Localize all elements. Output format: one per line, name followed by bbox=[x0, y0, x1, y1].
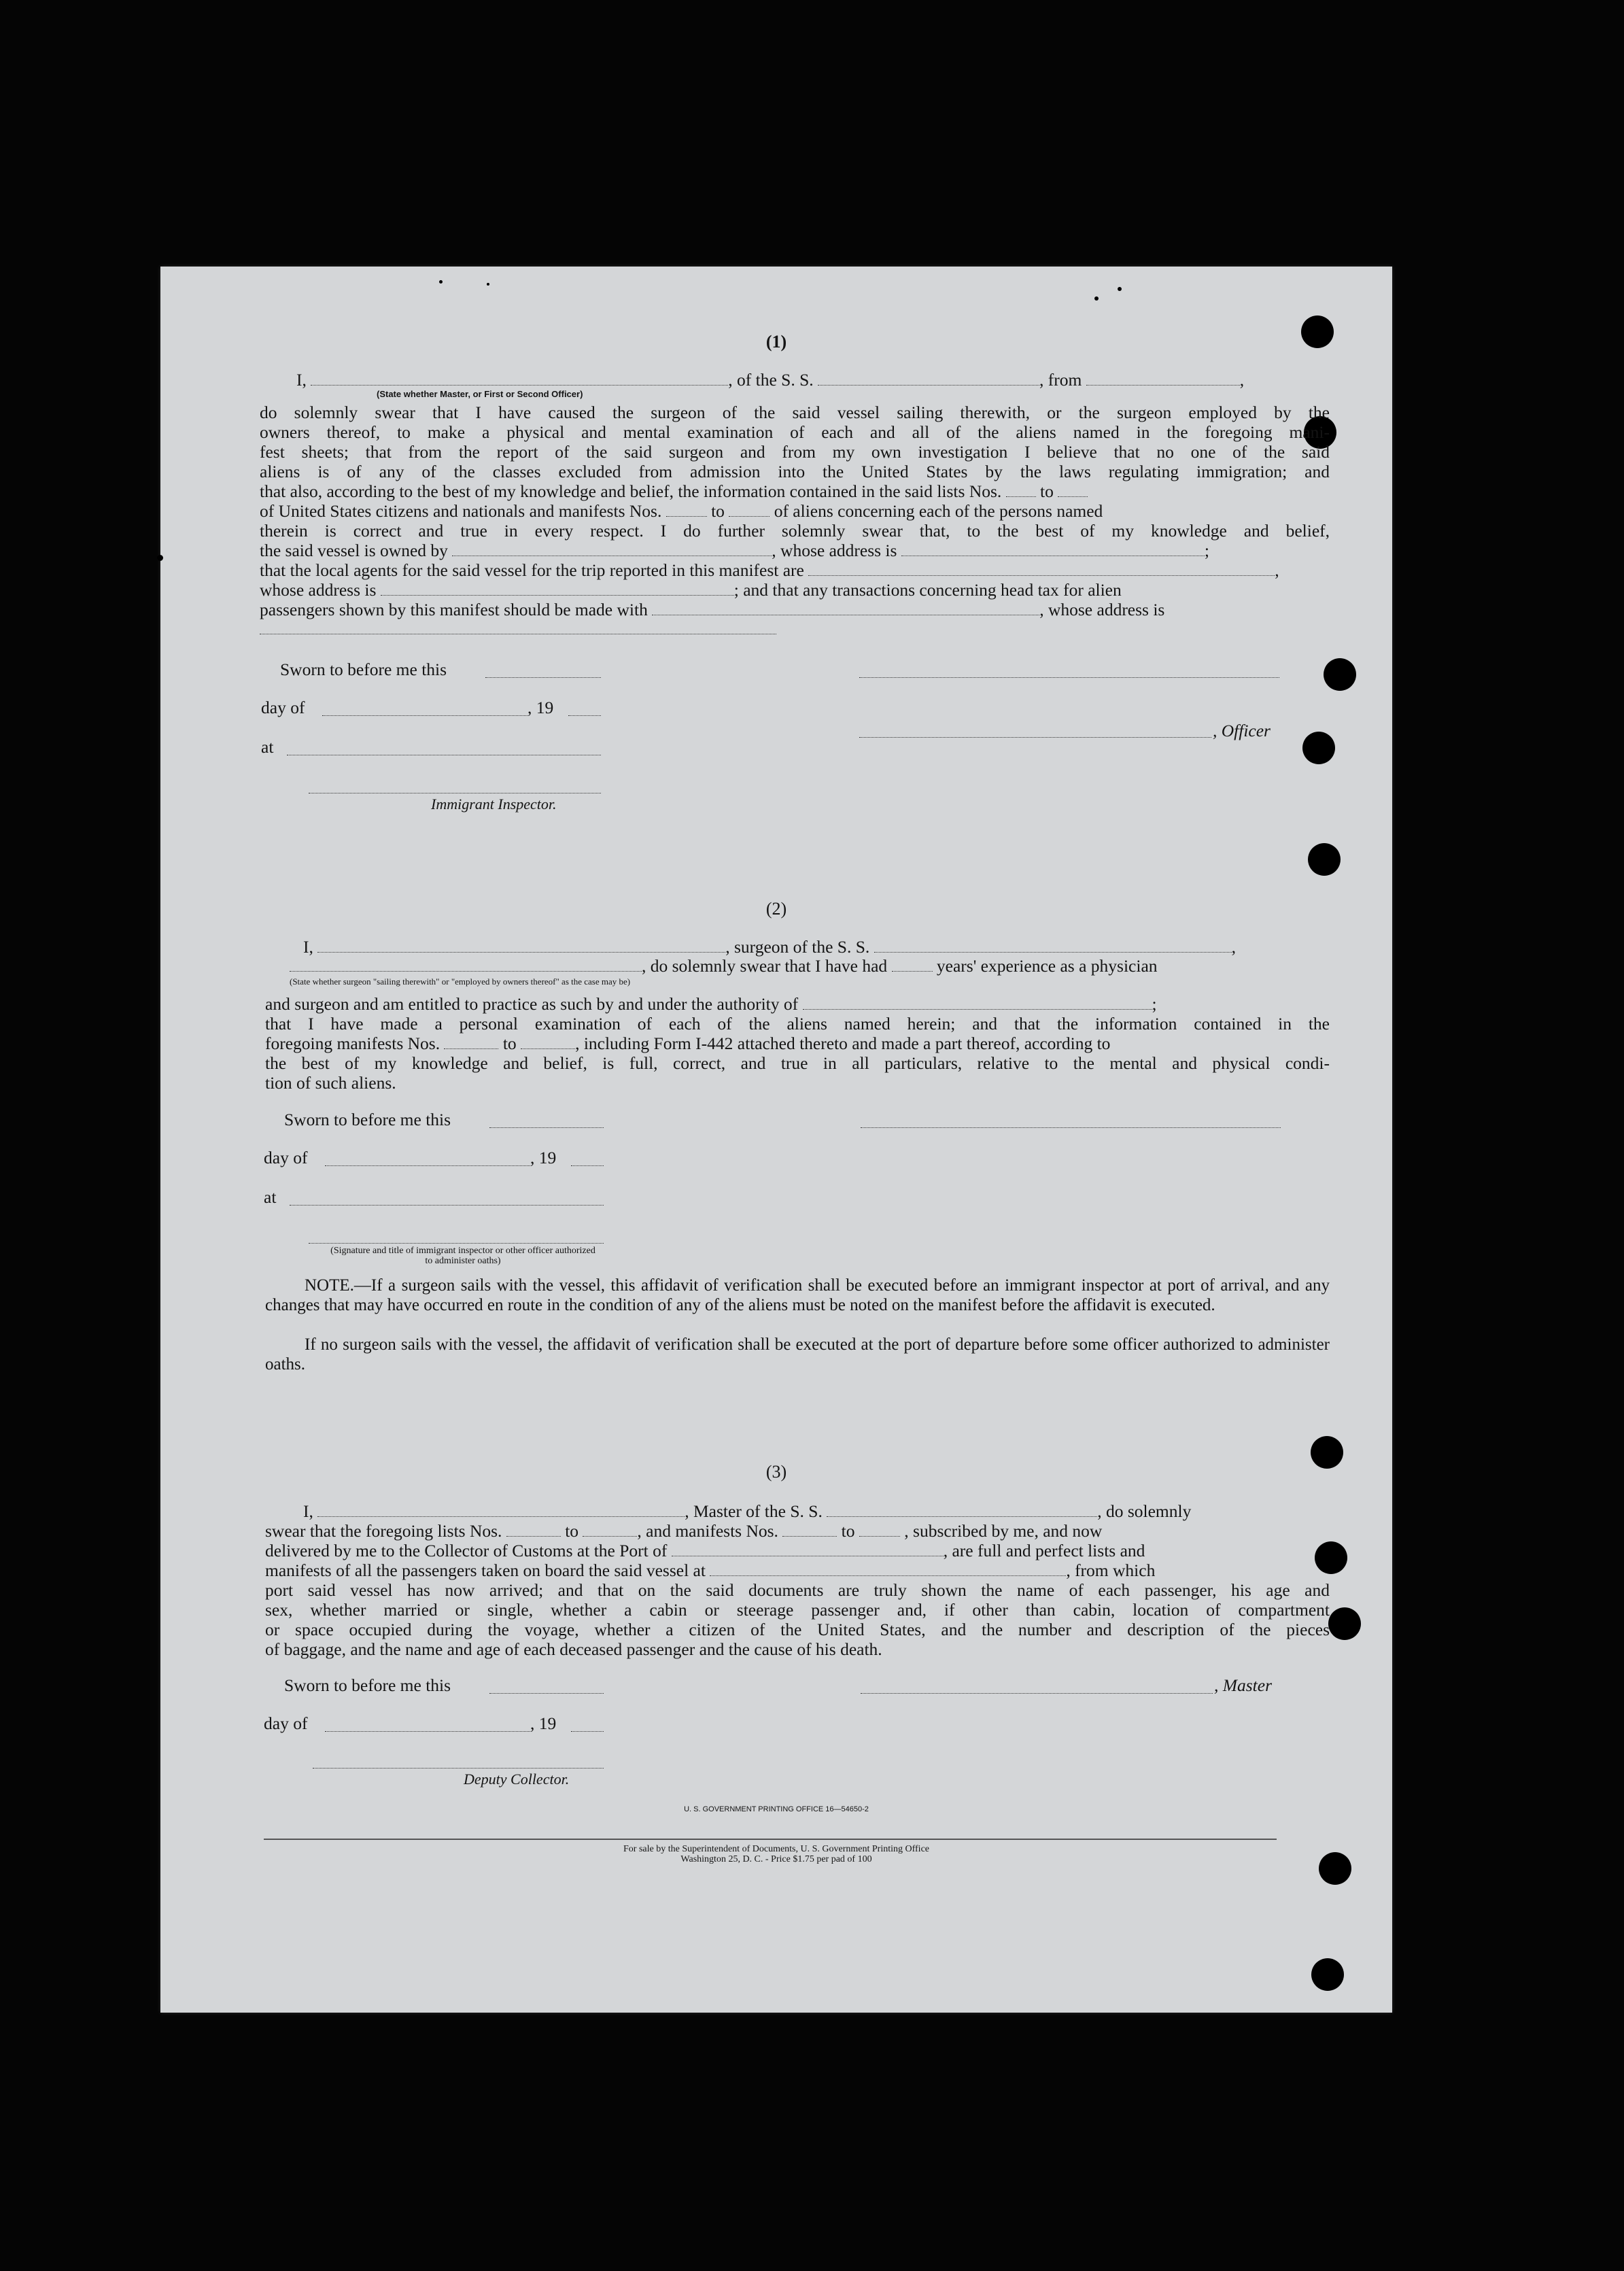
punch-hole bbox=[1311, 1958, 1344, 1991]
sec3-sworn-line bbox=[489, 1693, 604, 1694]
sec1-body-5: that also, according to the best of my knowledge and belief, the information contained in the said lists Nos. to bbox=[260, 481, 1088, 501]
sec3-year: , 19 bbox=[530, 1713, 557, 1733]
punch-hole bbox=[1308, 843, 1341, 876]
ink-speck bbox=[157, 555, 163, 561]
sec1-at: at bbox=[261, 737, 274, 757]
sec2-inspector-line bbox=[309, 1243, 604, 1244]
sec1-officer-label: , Officer bbox=[1213, 721, 1271, 740]
section-1-heading: (1) bbox=[765, 332, 787, 352]
sec2-body-3: foregoing manifests Nos. to , including Form I-442 attached thereto and made a part thereof, according to bbox=[265, 1034, 1111, 1053]
sec2-at: at bbox=[264, 1187, 277, 1207]
printing-office-imprint: U. S. GOVERNMENT PRINTING OFFICE 16—54650-2 bbox=[684, 1805, 869, 1813]
sec3-line-1: I, , Master of the S. S. , do solemnly bbox=[303, 1501, 1192, 1521]
sec2-signature-caption: (Signature and title of immigrant inspector or other officer authorized to administer oaths) bbox=[330, 1246, 595, 1266]
sec3-line-4: manifests of all the passengers taken on board the said vessel at , from which bbox=[265, 1560, 1156, 1580]
sec1-body-4: aliens is of any of the classes excluded from admission into the United States by the laws regulating immigration; and bbox=[260, 462, 1330, 481]
sec1-sworn: Sworn to before me this bbox=[280, 660, 447, 679]
section-3-heading: (3) bbox=[765, 1462, 787, 1482]
sec3-line-6: sex, whether married or single, whether a cabin or steerage passenger and, if other than cabin, location of compartment bbox=[265, 1600, 1330, 1620]
sec3-sworn: Sworn to before me this bbox=[284, 1675, 451, 1695]
sec1-body-6: of United States citizens and nationals and manifests Nos. to of aliens concerning each of the persons named bbox=[260, 501, 1103, 521]
sec3-deputy-label: Deputy Collector. bbox=[464, 1771, 570, 1788]
sec3-year-line bbox=[571, 1731, 604, 1732]
form-page bbox=[160, 267, 1392, 2013]
sec3-master-label: , Master bbox=[1214, 1675, 1272, 1695]
sec2-note-1: NOTE.—If a surgeon sails with the vessel, this affidavit of verification shall be executed before an immigrant inspector at port of arrival, and any changes that may have occurred en route in the condition of any of the aliens must be noted on the manifest before the affidavit is executed. bbox=[265, 1276, 1330, 1314]
sec3-line-7: or space occupied during the voyage, whether a citizen of the United States, and the number and description of the pieces bbox=[265, 1620, 1330, 1639]
sec2-signature-line bbox=[861, 1127, 1281, 1128]
sec1-inspector-label: Immigrant Inspector. bbox=[431, 796, 557, 813]
sec2-body-5: tion of such aliens. bbox=[265, 1073, 396, 1093]
sec3-day-line bbox=[325, 1731, 530, 1732]
punch-hole bbox=[1302, 732, 1335, 764]
sale-notice-2: Washington 25, D. C. - Price $1.75 per pad of 100 bbox=[680, 1854, 872, 1864]
sec2-line-1: I, , surgeon of the S. S. , bbox=[303, 937, 1237, 957]
sec1-body-9: that the local agents for the said vessel for the trip reported in this manifest are , bbox=[260, 560, 1279, 580]
sec2-line-2: , do solemnly swear that I have had years' experience as a physician bbox=[290, 956, 1158, 976]
sec3-collector-line bbox=[313, 1768, 604, 1769]
sec2-body-1: and surgeon and am entitled to practice as such by and under the authority of ; bbox=[265, 994, 1157, 1014]
sec3-line-5: port said vessel has now arrived; and that on the said documents are truly shown the name of each passenger, his age and bbox=[265, 1580, 1330, 1600]
ink-speck bbox=[1118, 287, 1122, 291]
sec3-line-3: delivered by me to the Collector of Customs at the Port of , are full and perfect lists and bbox=[265, 1541, 1145, 1560]
sec1-day-line bbox=[322, 715, 528, 716]
sec1-sworn-line bbox=[485, 677, 601, 678]
sale-notice-1: For sale by the Superintendent of Documents, U. S. Government Printing Office bbox=[623, 1844, 929, 1854]
section-2-heading: (2) bbox=[765, 899, 787, 919]
sec3-master-line bbox=[861, 1693, 1213, 1694]
punch-hole bbox=[1315, 1541, 1347, 1574]
sec1-body-2: owners thereof, to make a physical and mental examination of each and all of the aliens named in the foregoing mani- bbox=[260, 422, 1330, 442]
sec1-body-11: passengers shown by this manifest should be made with , whose address is bbox=[260, 600, 1165, 619]
sec3-line-2: swear that the foregoing lists Nos. to , and manifests Nos. to , subscribed by me, and now bbox=[265, 1521, 1103, 1541]
sec2-surgeon-caption: (State whether surgeon "sailing therewith" or "employed by owners thereof" as the case may be) bbox=[290, 976, 631, 987]
sec2-body-4: the best of my knowledge and belief, is full, correct, and true in all particulars, relative to the mental and physical condi- bbox=[265, 1053, 1330, 1073]
sec2-body-2: that I have made a personal examination of each of the aliens named herein; and that the information contained in the bbox=[265, 1014, 1330, 1034]
sec2-sworn-line bbox=[489, 1127, 604, 1128]
sec3-day-of: day of bbox=[264, 1713, 308, 1733]
sec1-body-1: do solemnly swear that I have caused the surgeon of the said vessel sailing therewith, or the surgeon employed by the bbox=[260, 403, 1330, 422]
sec2-year: , 19 bbox=[530, 1148, 557, 1167]
sec1-year-line bbox=[568, 715, 601, 716]
sec1-body-3: fest sheets; that from the report of the said surgeon and from my own investigation I believe that no one of the said bbox=[260, 442, 1330, 462]
sec2-at-line bbox=[290, 1205, 604, 1206]
punch-hole bbox=[1324, 658, 1356, 691]
sec1-year: , 19 bbox=[528, 698, 554, 717]
sec1-body-8: the said vessel is owned by , whose address is ; bbox=[260, 541, 1209, 560]
sec1-day-of: day of bbox=[261, 698, 305, 717]
sec1-line-1: I, , of the S. S. , from , bbox=[296, 370, 1245, 390]
sec1-body-7: therein is correct and true in every respect. I do further solemnly swear that, to the best of my knowledge and belief, bbox=[260, 521, 1330, 541]
sec1-body-10: whose address is ; and that any transactions concerning head tax for alien bbox=[260, 580, 1122, 600]
sec1-officer-line bbox=[859, 737, 1211, 738]
punch-hole bbox=[1328, 1607, 1361, 1640]
ink-speck bbox=[1094, 296, 1099, 301]
sec2-day-line bbox=[325, 1165, 530, 1166]
ink-speck bbox=[439, 280, 443, 284]
sec2-sworn: Sworn to before me this bbox=[284, 1110, 451, 1129]
sec1-master-caption: (State whether Master, or First or Second Officer) bbox=[377, 389, 583, 399]
ink-speck bbox=[487, 283, 489, 286]
sec2-note-2: If no surgeon sails with the vessel, the affidavit of verification shall be executed at the port of departure before some officer authorized to administer oaths. bbox=[265, 1335, 1330, 1373]
footer-rule bbox=[264, 1839, 1277, 1840]
sec2-year-line bbox=[571, 1165, 604, 1166]
sec1-signature-line bbox=[859, 677, 1279, 678]
sec2-day-of: day of bbox=[264, 1148, 308, 1167]
sec3-line-8: of baggage, and the name and age of each deceased passenger and the cause of his death. bbox=[265, 1639, 882, 1659]
